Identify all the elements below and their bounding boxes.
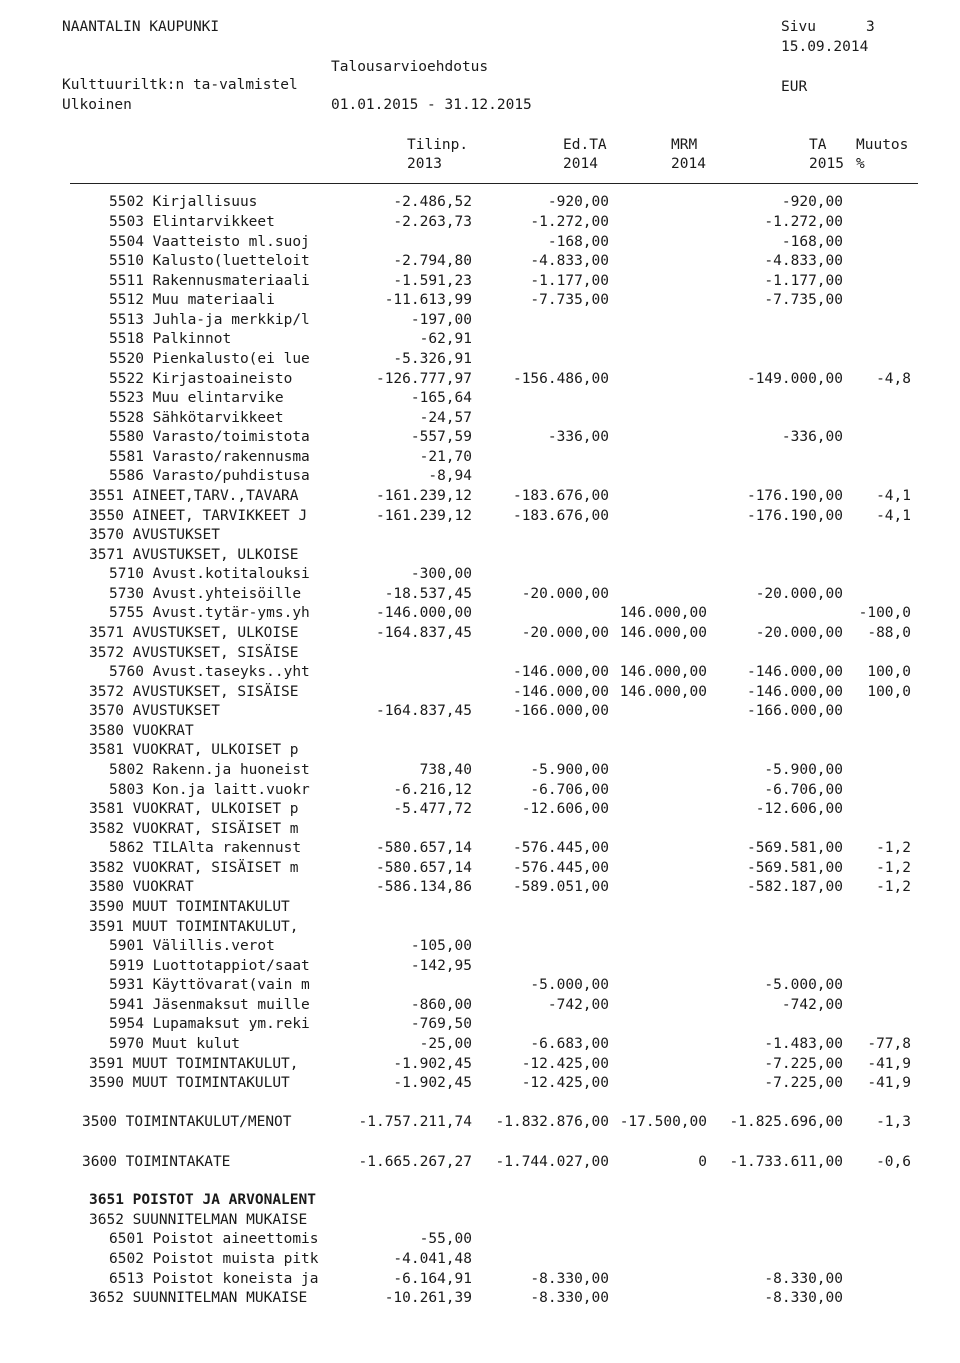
scope-label: Ulkoinen — [62, 97, 132, 113]
row-value-c2: -12.425,00 — [521, 1075, 609, 1091]
row-account-label: 5511 Rakennusmateriaali — [109, 273, 310, 289]
row-value-c2: -1.272,00 — [530, 214, 609, 230]
table-row — [0, 1250, 960, 1270]
row-account-label: 5520 Pienkalusto(ei lue — [109, 351, 310, 367]
table-row — [0, 1211, 960, 1231]
table-row — [0, 1230, 960, 1250]
row-account-label: 5502 Kirjallisuus — [109, 194, 258, 210]
row-value-c4: -5.000,00 — [764, 977, 843, 993]
row-account-label: 6501 Poistot aineettomis — [109, 1231, 319, 1247]
table-row — [0, 1289, 960, 1309]
row-value-c1: -2.263,73 — [393, 214, 472, 230]
row-value-c4: -1.733.611,00 — [729, 1154, 843, 1170]
row-account-label: 3580 VUOKRAT — [89, 879, 194, 895]
row-value-c2: -6.683,00 — [530, 1036, 609, 1052]
table-row — [0, 213, 960, 233]
row-value-c1: -11.613,99 — [384, 292, 472, 308]
row-value-c2: -336,00 — [547, 429, 609, 445]
table-row — [0, 1015, 960, 1035]
row-account-label: 3551 AINEET,TARV.,TAVARA — [89, 488, 299, 504]
row-value-c1: -1.902,45 — [393, 1075, 472, 1091]
col-tilinp-label: Tilinp. — [407, 137, 469, 153]
org-name: NAANTALIN KAUPUNKI — [62, 19, 220, 35]
table-row — [0, 898, 960, 918]
row-value-c4: -336,00 — [781, 429, 843, 445]
report-date: 15.09.2014 — [781, 39, 869, 55]
table-row — [0, 409, 960, 429]
table-row — [0, 839, 960, 859]
row-account-label: 5528 Sähkötarvikkeet — [109, 410, 284, 426]
row-account-label: 3652 SUUNNITELMAN MUKAISE — [89, 1290, 308, 1306]
row-account-label: 5512 Muu materiaali — [109, 292, 275, 308]
table-row — [0, 996, 960, 1016]
row-account-label: 6513 Poistot koneista ja — [109, 1271, 319, 1287]
row-value-c3: 146.000,00 — [619, 605, 707, 621]
row-value-c1: -4.041,48 — [393, 1251, 472, 1267]
row-account-label: 5710 Avust.kotitalouksi — [109, 566, 310, 582]
row-value-c2: -4.833,00 — [530, 253, 609, 269]
row-account-label: 3591 MUUT TOIMINTAKULUT, — [89, 919, 299, 935]
row-value-c1: -2.794,80 — [393, 253, 472, 269]
row-value-c3: 146.000,00 — [619, 625, 707, 641]
row-value-c1: -24,57 — [419, 410, 472, 426]
document-title: Talousarvioehdotus — [331, 59, 489, 75]
row-value-c3: 0 — [698, 1154, 707, 1170]
table-row — [0, 350, 960, 370]
row-value-c1: -164.837,45 — [375, 703, 472, 719]
table-row — [0, 546, 960, 566]
table-row — [0, 252, 960, 272]
row-account-label: 5581 Varasto/rakennusma — [109, 449, 310, 465]
row-value-c3: 146.000,00 — [619, 664, 707, 680]
row-value-c1: -146.000,00 — [375, 605, 472, 621]
table-row — [0, 761, 960, 781]
row-account-label: 5941 Jäsenmaksut muille — [109, 997, 310, 1013]
row-account-label: 5518 Palkinnot — [109, 331, 232, 347]
row-account-label: 3590 MUUT TOIMINTAKULUT — [89, 899, 290, 915]
table-row — [0, 937, 960, 957]
page-label: Sivu — [781, 19, 816, 35]
row-value-c2: -20.000,00 — [521, 586, 609, 602]
row-value-c2: -166.000,00 — [512, 703, 609, 719]
row-account-label: 5510 Kalusto(luetteloit — [109, 253, 310, 269]
row-value-c4: -20.000,00 — [755, 625, 843, 641]
row-account-label: 3600 TOIMINTAKATE — [82, 1154, 231, 1170]
row-value-c1: -126.777,97 — [375, 371, 472, 387]
table-row — [0, 624, 960, 644]
table-row — [0, 859, 960, 879]
row-value-c1: -5.326,91 — [393, 351, 472, 367]
row-value-c4: -569.581,00 — [746, 860, 843, 876]
row-value-c4: -176.190,00 — [746, 488, 843, 504]
row-value-c4: -146.000,00 — [746, 684, 843, 700]
row-value-c4: -168,00 — [781, 234, 843, 250]
row-value-c1: -1.665.267,27 — [358, 1154, 472, 1170]
table-row — [0, 1191, 960, 1211]
row-account-label: 5919 Luottotappiot/saat — [109, 958, 310, 974]
table-row — [0, 428, 960, 448]
table-row — [0, 741, 960, 761]
row-value-c2: -183.676,00 — [512, 488, 609, 504]
row-account-label: 5954 Lupamaksut ym.reki — [109, 1016, 310, 1032]
row-account-label: 3500 TOIMINTAKULUT/MENOT — [82, 1114, 292, 1130]
row-value-c5: 100,0 — [867, 664, 911, 680]
row-value-c5: -100,0 — [858, 605, 911, 621]
row-value-c5: -1,2 — [876, 860, 911, 876]
row-account-label: 5513 Juhla-ja merkkip/l — [109, 312, 310, 328]
row-value-c1: -1.902,45 — [393, 1056, 472, 1072]
row-value-c4: -920,00 — [781, 194, 843, 210]
row-value-c4: -569.581,00 — [746, 840, 843, 856]
row-account-label: 5901 Välillis.verot — [109, 938, 275, 954]
table-row — [0, 487, 960, 507]
row-value-c1: -161.239,12 — [375, 488, 472, 504]
table-row — [0, 291, 960, 311]
header-divider — [70, 183, 918, 184]
row-value-c1: -142,95 — [410, 958, 472, 974]
row-value-c1: -1.757.211,74 — [358, 1114, 472, 1130]
col-ta-label: TA — [809, 137, 827, 153]
row-value-c1: -586.134,86 — [375, 879, 472, 895]
row-value-c2: -6.706,00 — [530, 782, 609, 798]
row-value-c5: -4,8 — [876, 371, 911, 387]
row-value-c5: -41,9 — [867, 1056, 911, 1072]
row-value-c4: -1.272,00 — [764, 214, 843, 230]
row-value-c1: -6.164,91 — [393, 1271, 472, 1287]
row-value-c2: -168,00 — [547, 234, 609, 250]
table-row — [0, 781, 960, 801]
row-value-c1: -580.657,14 — [375, 860, 472, 876]
row-value-c4: -12.606,00 — [755, 801, 843, 817]
row-value-c1: -580.657,14 — [375, 840, 472, 856]
row-value-c1: -5.477,72 — [393, 801, 472, 817]
row-value-c4: -166.000,00 — [746, 703, 843, 719]
row-value-c1: -769,50 — [410, 1016, 472, 1032]
row-value-c1: -2.486,52 — [393, 194, 472, 210]
row-value-c1: -300,00 — [410, 566, 472, 582]
table-row — [0, 330, 960, 350]
table-row — [0, 311, 960, 331]
row-value-c1: -21,70 — [419, 449, 472, 465]
col-edta-label: Ed.TA — [563, 137, 607, 153]
table-row — [0, 663, 960, 683]
table-row — [0, 1035, 960, 1055]
table-row — [0, 507, 960, 527]
table-row — [0, 448, 960, 468]
table-row — [0, 272, 960, 292]
row-value-c2: -589.051,00 — [512, 879, 609, 895]
row-account-label: 3582 VUOKRAT, SISÄISET m — [89, 860, 299, 876]
row-account-label: 3651 POISTOT JA ARVONALENT — [89, 1192, 316, 1208]
table-row — [0, 370, 960, 390]
row-value-c4: -7.735,00 — [764, 292, 843, 308]
table-row — [0, 820, 960, 840]
row-value-c2: -576.445,00 — [512, 860, 609, 876]
row-value-c1: -860,00 — [410, 997, 472, 1013]
row-value-c1: -10.261,39 — [384, 1290, 472, 1306]
table-row — [0, 585, 960, 605]
row-value-c4: -1.483,00 — [764, 1036, 843, 1052]
row-account-label: 5580 Varasto/toimistota — [109, 429, 310, 445]
row-value-c5: -1,2 — [876, 879, 911, 895]
table-row — [0, 918, 960, 938]
row-value-c1: -165,64 — [410, 390, 472, 406]
row-account-label: 3591 MUUT TOIMINTAKULUT, — [89, 1056, 299, 1072]
table-row — [0, 389, 960, 409]
table-row — [0, 604, 960, 624]
row-account-label: 3652 SUUNNITELMAN MUKAISE — [89, 1212, 308, 1228]
table-row — [0, 467, 960, 487]
table-row — [0, 957, 960, 977]
page-number: 3 — [866, 19, 875, 35]
row-value-c4: -582.187,00 — [746, 879, 843, 895]
row-account-label: 3581 VUOKRAT, ULKOISET p — [89, 742, 299, 758]
row-value-c1: -25,00 — [419, 1036, 472, 1052]
col-ta-year: 2015 — [809, 156, 844, 172]
table-row — [0, 1270, 960, 1290]
row-value-c2: -5.900,00 — [530, 762, 609, 778]
table-row — [0, 976, 960, 996]
row-account-label: 3572 AVUSTUKSET, SISÄISE — [89, 684, 299, 700]
row-account-label: 5503 Elintarvikkeet — [109, 214, 275, 230]
row-value-c4: -4.833,00 — [764, 253, 843, 269]
row-account-label: 5931 Käyttövarat(vain m — [109, 977, 310, 993]
row-value-c1: -55,00 — [419, 1231, 472, 1247]
row-value-c5: 100,0 — [867, 684, 911, 700]
row-value-c2: -146.000,00 — [512, 684, 609, 700]
row-value-c5: -77,8 — [867, 1036, 911, 1052]
unit-name: Kulttuuriltk:n ta-valmistel — [62, 77, 298, 93]
row-value-c5: -4,1 — [876, 488, 911, 504]
row-value-c4: -8.330,00 — [764, 1290, 843, 1306]
table-row — [0, 233, 960, 253]
row-value-c2: -1.832.876,00 — [495, 1114, 609, 1130]
table-row — [0, 878, 960, 898]
row-account-label: 5862 TILAlta rakennust — [109, 840, 302, 856]
row-account-label: 3570 AVUSTUKSET — [89, 527, 220, 543]
row-value-c1: -161.239,12 — [375, 508, 472, 524]
row-account-label: 5730 Avust.yhteisöille — [109, 586, 302, 602]
col-mrm-year: 2014 — [671, 156, 706, 172]
row-value-c2: -12.425,00 — [521, 1056, 609, 1072]
row-value-c5: -88,0 — [867, 625, 911, 641]
row-account-label: 5755 Avust.tytär-yms.yh — [109, 605, 310, 621]
row-account-label: 5760 Avust.taseyks..yht — [109, 664, 310, 680]
row-value-c2: -12.606,00 — [521, 801, 609, 817]
row-value-c2: -5.000,00 — [530, 977, 609, 993]
row-value-c2: -576.445,00 — [512, 840, 609, 856]
row-value-c4: -1.177,00 — [764, 273, 843, 289]
row-value-c4: -742,00 — [781, 997, 843, 1013]
row-value-c1: -105,00 — [410, 938, 472, 954]
row-account-label: 3571 AVUSTUKSET, ULKOISE — [89, 547, 299, 563]
row-account-label: 3570 AVUSTUKSET — [89, 703, 220, 719]
row-value-c2: -8.330,00 — [530, 1290, 609, 1306]
row-value-c2: -1.744.027,00 — [495, 1154, 609, 1170]
row-value-c5: -1,3 — [876, 1114, 911, 1130]
row-value-c1: 738,40 — [419, 762, 472, 778]
table-row — [0, 526, 960, 546]
row-value-c1: -557,59 — [410, 429, 472, 445]
row-account-label: 3580 VUOKRAT — [89, 723, 194, 739]
row-value-c2: -20.000,00 — [521, 625, 609, 641]
row-account-label: 3550 AINEET, TARVIKKEET J — [89, 508, 308, 524]
row-value-c2: -146.000,00 — [512, 664, 609, 680]
row-account-label: 5522 Kirjastoaineisto — [109, 371, 293, 387]
row-account-label: 5504 Vaatteisto ml.suoj — [109, 234, 310, 250]
row-value-c2: -7.735,00 — [530, 292, 609, 308]
table-row — [0, 683, 960, 703]
table-row — [0, 1055, 960, 1075]
row-value-c4: -8.330,00 — [764, 1271, 843, 1287]
row-value-c4: -1.825.696,00 — [729, 1114, 843, 1130]
table-row — [0, 193, 960, 213]
row-value-c1: -8,94 — [428, 468, 472, 484]
row-value-c2: -920,00 — [547, 194, 609, 210]
row-value-c1: -164.837,45 — [375, 625, 472, 641]
row-value-c4: -7.225,00 — [764, 1056, 843, 1072]
col-mrm-label: MRM — [671, 137, 698, 153]
row-value-c3: 146.000,00 — [619, 684, 707, 700]
row-value-c5: -4,1 — [876, 508, 911, 524]
row-value-c2: -742,00 — [547, 997, 609, 1013]
row-account-label: 5586 Varasto/puhdistusa — [109, 468, 310, 484]
row-value-c4: -5.900,00 — [764, 762, 843, 778]
row-value-c3: -17.500,00 — [619, 1114, 707, 1130]
col-edta-year: 2014 — [563, 156, 598, 172]
table-row — [0, 702, 960, 722]
row-value-c2: -183.676,00 — [512, 508, 609, 524]
row-value-c4: -7.225,00 — [764, 1075, 843, 1091]
row-value-c2: -8.330,00 — [530, 1271, 609, 1287]
row-value-c1: -18.537,45 — [384, 586, 472, 602]
row-account-label: 3571 AVUSTUKSET, ULKOISE — [89, 625, 299, 641]
row-value-c4: -20.000,00 — [755, 586, 843, 602]
table-row — [0, 800, 960, 820]
table-row — [0, 565, 960, 585]
row-value-c5: -0,6 — [876, 1154, 911, 1170]
row-value-c2: -156.486,00 — [512, 371, 609, 387]
row-value-c2: -1.177,00 — [530, 273, 609, 289]
currency-label: EUR — [781, 79, 808, 95]
row-value-c5: -41,9 — [867, 1075, 911, 1091]
row-value-c4: -146.000,00 — [746, 664, 843, 680]
col-muutos-percent: % — [856, 156, 865, 172]
row-account-label: 3572 AVUSTUKSET, SISÄISE — [89, 645, 299, 661]
row-value-c5: -1,2 — [876, 840, 911, 856]
row-value-c4: -176.190,00 — [746, 508, 843, 524]
row-value-c1: -6.216,12 — [393, 782, 472, 798]
row-value-c4: -149.000,00 — [746, 371, 843, 387]
row-account-label: 5802 Rakenn.ja huoneist — [109, 762, 310, 778]
row-account-label: 3582 VUOKRAT, SISÄISET m — [89, 821, 299, 837]
budget-period: 01.01.2015 - 31.12.2015 — [331, 97, 532, 113]
row-account-label: 5803 Kon.ja laitt.vuokr — [109, 782, 310, 798]
table-row — [0, 1074, 960, 1094]
row-account-label: 6502 Poistot muista pitk — [109, 1251, 319, 1267]
row-account-label: 3581 VUOKRAT, ULKOISET p — [89, 801, 299, 817]
table-row — [0, 1153, 960, 1173]
table-row — [0, 1113, 960, 1133]
col-tilinp-year: 2013 — [407, 156, 442, 172]
row-value-c1: -197,00 — [410, 312, 472, 328]
row-value-c1: -1.591,23 — [393, 273, 472, 289]
row-value-c1: -62,91 — [419, 331, 472, 347]
row-account-label: 3590 MUUT TOIMINTAKULUT — [89, 1075, 290, 1091]
table-row — [0, 644, 960, 664]
row-account-label: 5523 Muu elintarvike — [109, 390, 284, 406]
table-row — [0, 722, 960, 742]
row-value-c4: -6.706,00 — [764, 782, 843, 798]
col-muutos-label: Muutos — [856, 137, 909, 153]
row-account-label: 5970 Muut kulut — [109, 1036, 240, 1052]
